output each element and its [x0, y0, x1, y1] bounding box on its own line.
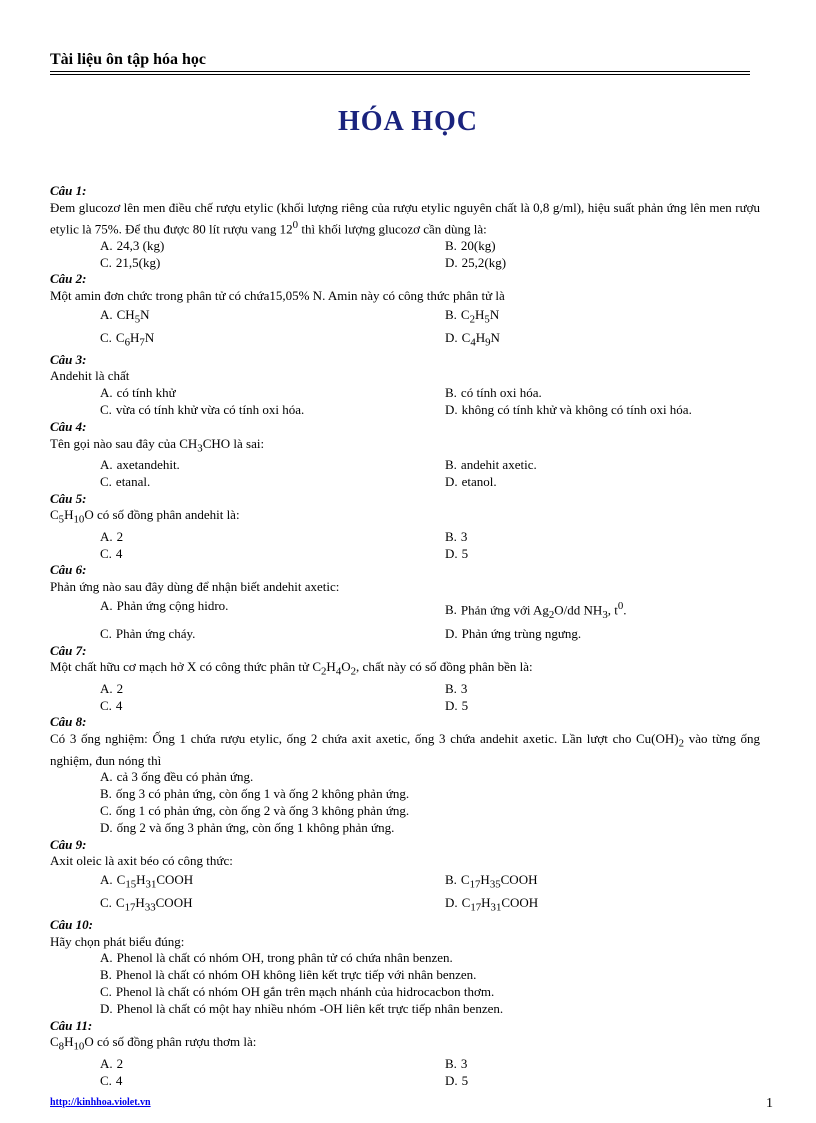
option-b[interactable]: B. $C_{17}H_{35}COOH$	[445, 872, 538, 891]
answer-options	[100, 457, 760, 491]
answer-options	[100, 870, 760, 917]
option-a[interactable]: A. $CH_5N$	[100, 306, 150, 326]
question-label: Câu 9:	[50, 836, 87, 852]
question-11	[50, 1018, 760, 1090]
option-a[interactable]: A. 2	[100, 528, 124, 544]
question-4	[50, 419, 760, 491]
option-a[interactable]: A. axetandehit.	[100, 457, 180, 473]
question-label: Câu 7:	[50, 642, 87, 658]
header-rule-bottom	[50, 74, 750, 75]
question-6	[50, 562, 760, 642]
option-d[interactable]: D. 5	[445, 1072, 469, 1088]
main-title: HÓA HỌC	[337, 106, 478, 137]
question-8	[50, 714, 760, 836]
option-c[interactable]: C. etanal.	[100, 473, 151, 489]
option-d[interactable]: D. etanol.	[445, 473, 497, 489]
header-rule-top	[50, 71, 750, 72]
question-text: Axit oleic là axit béo có công thức:	[50, 853, 233, 869]
option-b[interactable]: B. Phenol là chất có nhóm OH không liên kết trực tiếp với nhân benzen.	[100, 967, 477, 983]
option-c[interactable]: C. 4	[100, 545, 123, 561]
option-c[interactable]: C. Phenol là chất có nhóm OH gắn trên mạch nhánh của hidrocacbon thơm.	[100, 984, 495, 1000]
option-c[interactable]: C. $C_{17}H_{33}COOH$	[100, 895, 193, 915]
question-5	[50, 491, 760, 563]
option-c[interactable]: C. $C_6H_7N$	[100, 330, 155, 349]
question-text: Phản ứng nào sau đây dùng để nhận biết andehit axetic:	[50, 579, 340, 595]
option-a[interactable]: A. 2	[100, 1055, 124, 1071]
question-text: Tên gọi nào sau đây của $CH_3CHO$ là sai:	[50, 435, 265, 455]
answer-options	[100, 950, 760, 1017]
option-b[interactable]: B. ống 3 có phản ứng, còn ống 1 và ống 2 không phản ứng.	[100, 786, 410, 802]
option-b[interactable]: B. 3	[445, 528, 468, 544]
option-a[interactable]: A. Phenol là chất có nhóm OH, trong phân tử có chứa nhân benzen.	[100, 950, 453, 966]
option-d[interactable]: D. $C_{17}H_{31}COOH$	[445, 895, 539, 915]
question-label: Câu 2:	[50, 271, 87, 287]
question-2	[50, 271, 760, 351]
option-c[interactable]: C. Phản ứng cháy.	[100, 625, 196, 641]
option-d[interactable]: D. 25,2(kg)	[445, 254, 507, 270]
option-d[interactable]: D. 5	[445, 697, 469, 713]
question-label: Câu 3:	[50, 351, 87, 367]
option-a[interactable]: A. 24,3 (kg)	[100, 237, 165, 253]
question-label: Câu 11:	[50, 1017, 93, 1033]
option-d[interactable]: D. Phản ứng trùng ngưng.	[445, 625, 582, 641]
question-3	[50, 352, 760, 419]
option-b[interactable]: B. $C_2H_5N$	[445, 306, 500, 326]
question-text: $C_5H_{10}O$ có số đồng phân andehit là:	[50, 507, 240, 527]
question-label: Câu 8:	[50, 714, 87, 730]
option-c[interactable]: C. 4	[100, 697, 123, 713]
option-a[interactable]: A. cả 3 ống đều có phản ứng.	[100, 769, 254, 785]
answer-options	[100, 238, 760, 272]
question-1	[50, 183, 760, 271]
option-a[interactable]: A. 2	[100, 680, 124, 696]
option-c[interactable]: C. ống 1 có phản ứng, còn ống 2 và ống 3 không phản ứng.	[100, 802, 410, 818]
option-a[interactable]: A. $C_{15}H_{31}COOH$	[100, 872, 194, 891]
option-d[interactable]: D. ống 2 và ống 3 phản ứng, còn ống 1 không phản ứng.	[100, 819, 395, 835]
question-label: Câu 10:	[50, 916, 93, 932]
question-7	[50, 643, 760, 715]
question-9	[50, 837, 760, 917]
question-text: Hãy chọn phát biểu đúng:	[50, 933, 185, 949]
option-b[interactable]: B. 3	[445, 680, 468, 696]
question-text: Có 3 ống nghiệm: Ống 1 chứa rượu etylic, ống 2 chứa axit axetic, ống 3 chứa andehit axetic. Lần lượt cho $Cu(OH)_2$ vào từng ống nghiệm, đun nóng thì	[50, 731, 760, 768]
question-label: Câu 6:	[50, 562, 87, 578]
option-a[interactable]: A. Phản ứng cộng hidro.	[100, 598, 229, 614]
option-d[interactable]: D. Phenol là chất có một hay nhiều nhóm -OH liên kết trực tiếp nhân benzen.	[100, 1000, 504, 1016]
header-title: Tài liệu ôn tập hóa học	[50, 51, 207, 68]
option-c[interactable]: C. 21,5(kg)	[100, 254, 161, 270]
question-text: Một amin đơn chức trong phân tử có chứa15,05% N. Amin này có công thức phân tử là	[50, 288, 505, 304]
question-10	[50, 917, 760, 1018]
option-b[interactable]: B. 20(kg)	[445, 237, 496, 253]
option-b[interactable]: B. có tính oxi hóa.	[445, 385, 542, 401]
answer-options	[100, 305, 760, 352]
option-b[interactable]: B. Phản ứng với $Ag_2O/dd$ $NH_3$, $t^0$.	[445, 600, 627, 621]
question-label: Câu 4:	[50, 418, 87, 434]
option-c[interactable]: C. 4	[100, 1072, 123, 1088]
option-b[interactable]: B. andehit axetic.	[445, 457, 537, 473]
question-text: Một chất hữu cơ mạch hở X có công thức phân tử $C_2H_4O_2$, chất này có số đồng phân bền là:	[50, 659, 533, 678]
option-b[interactable]: B. 3	[445, 1055, 468, 1071]
answer-options	[100, 1056, 760, 1090]
answer-options	[100, 529, 760, 563]
option-c[interactable]: C. vừa có tính khử vừa có tính oxi hóa.	[100, 402, 305, 418]
answer-options	[100, 385, 760, 419]
question-list	[50, 183, 760, 1089]
option-d[interactable]: D. 5	[445, 545, 469, 561]
footer-link[interactable]: http://kinhhoa.violet.vn	[50, 1097, 151, 1108]
option-a[interactable]: A. có tính khử	[100, 385, 176, 401]
answer-options	[100, 681, 760, 715]
question-text: Đem glucozơ lên men điều chế rượu etylic (khối lượng riêng của rượu etylic nguyên chất là 0,8 g/ml), hiệu suất phản ứng lên men rượu etylic là 75%. Để thu được 80 lít rượu vang $12^0$ thì khối lượng glucozơ cần dùng là:	[50, 199, 760, 236]
question-label: Câu 5:	[50, 490, 87, 506]
question-label: Câu 1:	[50, 183, 87, 198]
page-header	[50, 50, 750, 70]
option-d[interactable]: D. $C_4H_9N$	[445, 330, 500, 349]
question-text: Andehit là chất	[50, 368, 130, 384]
answer-options	[100, 596, 760, 643]
page-number: 1	[766, 1096, 773, 1111]
answer-options	[100, 769, 760, 836]
question-text: $C_8H_{10}O$ có số đồng phân rượu thơm là:	[50, 1034, 257, 1054]
option-d[interactable]: D. không có tính khử và không có tính oxi hóa.	[445, 402, 692, 418]
